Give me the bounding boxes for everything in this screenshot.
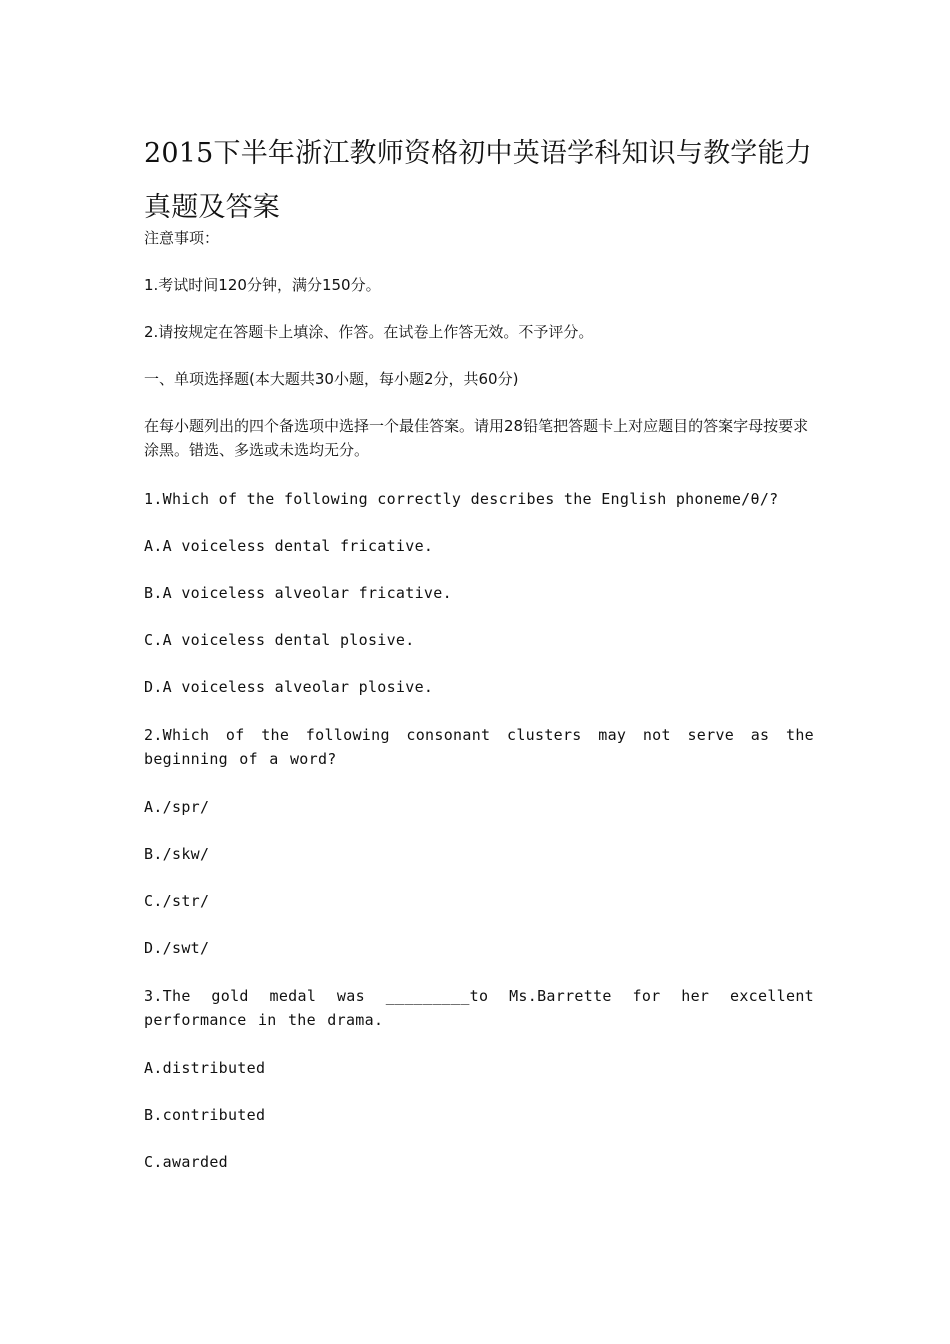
answer-option: D.A voiceless alveolar plosive. xyxy=(144,678,434,696)
section-heading: 一、单项选择题(本大题共30小题，每小题2分，共60分) xyxy=(144,370,519,388)
answer-option: C.awarded xyxy=(144,1153,228,1171)
question-stem: 2.Which of the following consonant clusters may not serve as the beginning of a word? xyxy=(144,726,826,768)
answer-option: D./swt/ xyxy=(144,939,210,957)
answer-option: A.distributed xyxy=(144,1059,266,1077)
document-title: 2015下半年浙江教师资格初中英语学科知识与教学能力真题及答案 xyxy=(144,138,812,223)
answer-option: B./skw/ xyxy=(144,845,210,863)
answer-option: C./str/ xyxy=(144,892,210,910)
note-item: 2.请按规定在答题卡上填涂、作答。在试卷上作答无效。不予评分。 xyxy=(144,323,594,341)
answer-option: B.contributed xyxy=(144,1106,266,1124)
note-item: 1.考试时间120分钟，满分150分。 xyxy=(144,276,381,294)
answer-option: A./spr/ xyxy=(144,798,210,816)
answer-option: B.A voiceless alveolar fricative. xyxy=(144,584,452,602)
notes-heading: 注意事项： xyxy=(144,229,220,247)
answer-option: A.A voiceless dental fricative. xyxy=(144,537,434,555)
answer-option: C.A voiceless dental plosive. xyxy=(144,631,415,649)
section-instructions: 在每小题列出的四个备选项中选择一个最佳答案。请用28铅笔把答题卡上对应题目的答案字母按要求涂黑。错选、多选或未选均无分。 xyxy=(144,417,809,459)
question-stem: 1.Which of the following correctly describes the English phoneme/θ/? xyxy=(144,490,779,508)
question-stem: 3.The gold medal was _________to Ms.Barrette for her excellent performance in the drama. xyxy=(144,987,826,1029)
